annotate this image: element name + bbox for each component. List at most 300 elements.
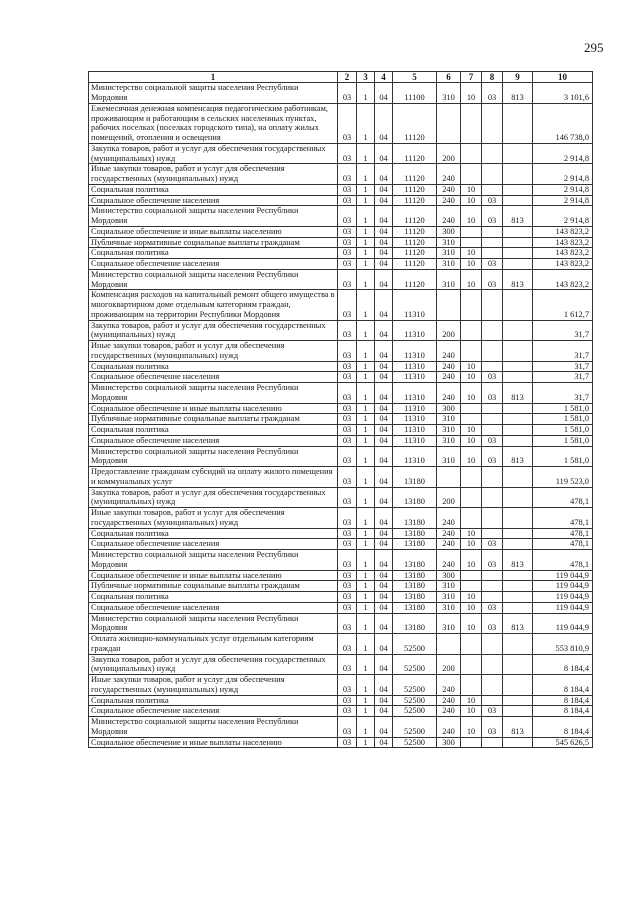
- code-cell: 200: [437, 654, 461, 675]
- code-cell: 813: [503, 269, 533, 290]
- code-cell: 300: [437, 226, 461, 237]
- code-cell: 04: [375, 226, 393, 237]
- row-name-cell: Социальная политика: [89, 528, 338, 539]
- code-cell: 240: [437, 508, 461, 529]
- code-cell: [482, 164, 503, 185]
- code-cell: [437, 634, 461, 655]
- amount-cell: 478,1: [533, 539, 593, 550]
- amount-cell: 1 581,0: [533, 435, 593, 446]
- code-cell: 04: [375, 487, 393, 508]
- table-row: [89, 259, 593, 270]
- code-cell: [482, 675, 503, 696]
- amount-cell: 553 810,9: [533, 634, 593, 655]
- code-cell: 1: [357, 467, 375, 488]
- code-cell: 03: [338, 528, 357, 539]
- row-name-cell: Социальное обеспечение и иные выплаты населению: [89, 403, 338, 414]
- code-cell: [461, 341, 482, 362]
- code-cell: [482, 403, 503, 414]
- code-cell: 310: [437, 613, 461, 634]
- row-name-cell: Предоставление гражданам субсидий на оплату жилого помещения и коммунальных услуг: [89, 467, 338, 488]
- amount-cell: 1 581,0: [533, 446, 593, 467]
- code-cell: 240: [437, 706, 461, 717]
- code-cell: 10: [461, 269, 482, 290]
- code-cell: [503, 320, 533, 341]
- code-cell: [482, 226, 503, 237]
- code-cell: 04: [375, 528, 393, 539]
- column-header: 1: [89, 72, 338, 83]
- code-cell: 04: [375, 341, 393, 362]
- code-cell: [503, 143, 533, 164]
- table-row: [89, 248, 593, 259]
- code-cell: 03: [482, 259, 503, 270]
- code-cell: 03: [338, 403, 357, 414]
- code-cell: 03: [338, 226, 357, 237]
- table-row: [89, 143, 593, 164]
- code-cell: 11310: [393, 414, 437, 425]
- code-cell: 1: [357, 143, 375, 164]
- code-cell: 1: [357, 195, 375, 206]
- table-row: [89, 184, 593, 195]
- table-row: [89, 446, 593, 467]
- code-cell: 13180: [393, 592, 437, 603]
- code-cell: [461, 320, 482, 341]
- code-cell: 13180: [393, 581, 437, 592]
- code-cell: 13180: [393, 467, 437, 488]
- code-cell: [503, 372, 533, 383]
- amount-cell: 119 044,9: [533, 581, 593, 592]
- code-cell: [437, 290, 461, 320]
- code-cell: 200: [437, 320, 461, 341]
- code-cell: 03: [338, 269, 357, 290]
- code-cell: 11310: [393, 446, 437, 467]
- code-cell: 04: [375, 143, 393, 164]
- column-header: 5: [393, 72, 437, 83]
- table-row: [89, 341, 593, 362]
- amount-cell: 8 184,4: [533, 675, 593, 696]
- table-row: [89, 195, 593, 206]
- code-cell: 1: [357, 425, 375, 436]
- table-row: [89, 164, 593, 185]
- row-name-cell: Министерство социальной защиты населения Республики Мордовия: [89, 550, 338, 571]
- table-row: [89, 634, 593, 655]
- amount-cell: 31,7: [533, 341, 593, 362]
- code-cell: 240: [437, 372, 461, 383]
- code-cell: [503, 341, 533, 362]
- code-cell: [461, 290, 482, 320]
- code-cell: 240: [437, 164, 461, 185]
- code-cell: 04: [375, 425, 393, 436]
- code-cell: 310: [437, 237, 461, 248]
- code-cell: 03: [338, 737, 357, 748]
- amount-cell: 143 823,2: [533, 237, 593, 248]
- row-name-cell: Социальная политика: [89, 361, 338, 372]
- amount-cell: 119 044,9: [533, 613, 593, 634]
- code-cell: 04: [375, 164, 393, 185]
- code-cell: 1: [357, 259, 375, 270]
- code-cell: 11310: [393, 403, 437, 414]
- code-cell: [503, 487, 533, 508]
- code-cell: [482, 528, 503, 539]
- code-cell: 1: [357, 654, 375, 675]
- amount-cell: 8 184,4: [533, 695, 593, 706]
- table-body: [89, 83, 593, 748]
- code-cell: [461, 675, 482, 696]
- code-cell: 13180: [393, 602, 437, 613]
- code-cell: 1: [357, 164, 375, 185]
- code-cell: 1: [357, 290, 375, 320]
- code-cell: 1: [357, 83, 375, 104]
- code-cell: 240: [437, 383, 461, 404]
- code-cell: 10: [461, 592, 482, 603]
- code-cell: 11120: [393, 195, 437, 206]
- code-cell: 10: [461, 613, 482, 634]
- code-cell: [482, 570, 503, 581]
- code-cell: 310: [437, 581, 461, 592]
- code-cell: [503, 654, 533, 675]
- row-name-cell: Иные закупки товаров, работ и услуг для обеспечения государственных (муниципальных) нужд: [89, 164, 338, 185]
- code-cell: 03: [338, 83, 357, 104]
- code-cell: [482, 361, 503, 372]
- code-cell: 813: [503, 446, 533, 467]
- code-cell: 04: [375, 634, 393, 655]
- code-cell: [503, 248, 533, 259]
- table-row: [89, 290, 593, 320]
- code-cell: 240: [437, 206, 461, 227]
- row-name-cell: Иные закупки товаров, работ и услуг для обеспечения государственных (муниципальных) нужд: [89, 508, 338, 529]
- code-cell: 1: [357, 248, 375, 259]
- code-cell: 11120: [393, 164, 437, 185]
- amount-cell: 31,7: [533, 361, 593, 372]
- row-name-cell: Оплата жилищно-коммунальных услуг отдельным категориям граждан: [89, 634, 338, 655]
- code-cell: 03: [482, 206, 503, 227]
- code-cell: 03: [338, 259, 357, 270]
- code-cell: [503, 414, 533, 425]
- code-cell: 04: [375, 539, 393, 550]
- code-cell: 240: [437, 341, 461, 362]
- code-cell: 04: [375, 259, 393, 270]
- row-name-cell: Социальная политика: [89, 425, 338, 436]
- code-cell: 04: [375, 320, 393, 341]
- code-cell: 03: [338, 539, 357, 550]
- code-cell: 1: [357, 269, 375, 290]
- code-cell: 813: [503, 550, 533, 571]
- table-row: [89, 508, 593, 529]
- table-row: [89, 695, 593, 706]
- code-cell: 310: [437, 592, 461, 603]
- row-name-cell: Закупка товаров, работ и услуг для обеспечения государственных (муниципальных) нужд: [89, 320, 338, 341]
- code-cell: 1: [357, 695, 375, 706]
- code-cell: [482, 425, 503, 436]
- code-cell: 04: [375, 592, 393, 603]
- code-cell: 03: [482, 83, 503, 104]
- column-header: 2: [338, 72, 357, 83]
- code-cell: 04: [375, 717, 393, 738]
- code-cell: [482, 695, 503, 706]
- code-cell: 1: [357, 675, 375, 696]
- code-cell: [503, 403, 533, 414]
- page-number: 295: [584, 40, 604, 55]
- code-cell: 03: [338, 290, 357, 320]
- amount-cell: 119 044,9: [533, 592, 593, 603]
- code-cell: [503, 435, 533, 446]
- amount-cell: 8 184,4: [533, 717, 593, 738]
- code-cell: 04: [375, 206, 393, 227]
- row-name-cell: Иные закупки товаров, работ и услуг для обеспечения государственных (муниципальных) нужд: [89, 675, 338, 696]
- table-row: [89, 654, 593, 675]
- row-name-cell: Социальная политика: [89, 695, 338, 706]
- code-cell: 04: [375, 195, 393, 206]
- code-cell: [482, 634, 503, 655]
- code-cell: 813: [503, 613, 533, 634]
- code-cell: 10: [461, 528, 482, 539]
- code-cell: 1: [357, 237, 375, 248]
- code-cell: 10: [461, 206, 482, 227]
- code-cell: 04: [375, 706, 393, 717]
- row-name-cell: Социальное обеспечение населения: [89, 435, 338, 446]
- code-cell: 300: [437, 403, 461, 414]
- code-cell: [503, 103, 533, 143]
- code-cell: [503, 164, 533, 185]
- code-cell: 03: [338, 361, 357, 372]
- row-name-cell: Министерство социальной защиты населения Республики Мордовия: [89, 383, 338, 404]
- code-cell: 813: [503, 383, 533, 404]
- code-cell: 03: [338, 320, 357, 341]
- code-cell: 11120: [393, 103, 437, 143]
- code-cell: 03: [338, 237, 357, 248]
- code-cell: 04: [375, 184, 393, 195]
- code-cell: [461, 103, 482, 143]
- code-cell: 04: [375, 248, 393, 259]
- code-cell: [482, 320, 503, 341]
- code-cell: 1: [357, 737, 375, 748]
- code-cell: [482, 290, 503, 320]
- code-cell: 10: [461, 361, 482, 372]
- amount-cell: 8 184,4: [533, 706, 593, 717]
- code-cell: 1: [357, 706, 375, 717]
- table-row: [89, 269, 593, 290]
- row-name-cell: Социальное обеспечение и иные выплаты населению: [89, 226, 338, 237]
- code-cell: 10: [461, 184, 482, 195]
- code-cell: 11120: [393, 237, 437, 248]
- code-cell: 1: [357, 226, 375, 237]
- row-name-cell: Закупка товаров, работ и услуг для обеспечения государственных (муниципальных) нужд: [89, 487, 338, 508]
- code-cell: 813: [503, 717, 533, 738]
- code-cell: 11120: [393, 143, 437, 164]
- code-cell: 03: [338, 487, 357, 508]
- table-row: [89, 706, 593, 717]
- column-header: 3: [357, 72, 375, 83]
- code-cell: [437, 467, 461, 488]
- code-cell: 52500: [393, 634, 437, 655]
- code-cell: 04: [375, 550, 393, 571]
- row-name-cell: Социальное обеспечение населения: [89, 195, 338, 206]
- code-cell: 13180: [393, 613, 437, 634]
- code-cell: 1: [357, 717, 375, 738]
- table-row: [89, 550, 593, 571]
- code-cell: 03: [338, 164, 357, 185]
- code-cell: 10: [461, 602, 482, 613]
- code-cell: [503, 361, 533, 372]
- table-row: [89, 361, 593, 372]
- amount-cell: 143 823,2: [533, 248, 593, 259]
- code-cell: [503, 467, 533, 488]
- code-cell: 1: [357, 403, 375, 414]
- code-cell: [461, 467, 482, 488]
- code-cell: 04: [375, 467, 393, 488]
- code-cell: 310: [437, 269, 461, 290]
- row-name-cell: Социальное обеспечение населения: [89, 539, 338, 550]
- amount-cell: 2 914,8: [533, 195, 593, 206]
- row-name-cell: Министерство социальной защиты населения Республики Мордовия: [89, 83, 338, 104]
- code-cell: 240: [437, 361, 461, 372]
- code-cell: 03: [338, 675, 357, 696]
- amount-cell: 2 914,8: [533, 143, 593, 164]
- row-name-cell: Публичные нормативные социальные выплаты гражданам: [89, 414, 338, 425]
- code-cell: 52500: [393, 706, 437, 717]
- code-cell: [461, 164, 482, 185]
- code-cell: 03: [482, 435, 503, 446]
- code-cell: 240: [437, 195, 461, 206]
- code-cell: [503, 259, 533, 270]
- row-name-cell: Социальное обеспечение населения: [89, 706, 338, 717]
- code-cell: 04: [375, 103, 393, 143]
- code-cell: [461, 508, 482, 529]
- table-row: [89, 372, 593, 383]
- code-cell: 03: [338, 372, 357, 383]
- code-cell: 03: [482, 550, 503, 571]
- code-cell: [503, 226, 533, 237]
- code-cell: 1: [357, 320, 375, 341]
- table-row: [89, 414, 593, 425]
- code-cell: [503, 706, 533, 717]
- code-cell: 200: [437, 143, 461, 164]
- table-row: [89, 737, 593, 748]
- amount-cell: 31,7: [533, 383, 593, 404]
- code-cell: 1: [357, 550, 375, 571]
- code-cell: [503, 581, 533, 592]
- code-cell: 03: [338, 383, 357, 404]
- code-cell: 03: [338, 634, 357, 655]
- amount-cell: 143 823,2: [533, 259, 593, 270]
- code-cell: 13180: [393, 487, 437, 508]
- table-row: [89, 717, 593, 738]
- code-cell: 52500: [393, 737, 437, 748]
- row-name-cell: Министерство социальной защиты населения Республики Мордовия: [89, 717, 338, 738]
- amount-cell: 1 581,0: [533, 425, 593, 436]
- code-cell: 240: [437, 717, 461, 738]
- code-cell: 03: [338, 581, 357, 592]
- code-cell: 52500: [393, 654, 437, 675]
- code-cell: [503, 195, 533, 206]
- code-cell: 04: [375, 269, 393, 290]
- table-row: [89, 226, 593, 237]
- code-cell: [461, 487, 482, 508]
- code-cell: [482, 487, 503, 508]
- amount-cell: 143 823,2: [533, 226, 593, 237]
- code-cell: 03: [338, 103, 357, 143]
- code-cell: [482, 467, 503, 488]
- row-name-cell: Социальная политика: [89, 184, 338, 195]
- code-cell: 03: [338, 425, 357, 436]
- code-cell: 03: [338, 592, 357, 603]
- table-row: [89, 467, 593, 488]
- code-cell: 813: [503, 83, 533, 104]
- code-cell: 11120: [393, 259, 437, 270]
- row-name-cell: Ежемесячная денежная компенсация педагогическим работникам, проживающим и работающим в сельских населенных пунктах, рабочих поселках (поселках городского типа), на оплату жилых помещений, отопления и освещения: [89, 103, 338, 143]
- code-cell: 04: [375, 361, 393, 372]
- code-cell: 03: [338, 341, 357, 362]
- code-cell: 11310: [393, 361, 437, 372]
- code-cell: 03: [338, 613, 357, 634]
- code-cell: 03: [338, 508, 357, 529]
- code-cell: 10: [461, 550, 482, 571]
- code-cell: [482, 414, 503, 425]
- code-cell: [482, 237, 503, 248]
- code-cell: 10: [461, 446, 482, 467]
- code-cell: 310: [437, 259, 461, 270]
- code-cell: 10: [461, 383, 482, 404]
- code-cell: 03: [482, 706, 503, 717]
- code-cell: 1: [357, 508, 375, 529]
- amount-cell: 119 044,9: [533, 570, 593, 581]
- code-cell: 03: [338, 654, 357, 675]
- code-cell: 240: [437, 695, 461, 706]
- code-cell: [437, 103, 461, 143]
- code-cell: [482, 581, 503, 592]
- table-row: [89, 581, 593, 592]
- code-cell: [503, 237, 533, 248]
- code-cell: 03: [482, 717, 503, 738]
- code-cell: 1: [357, 634, 375, 655]
- amount-cell: 119 044,9: [533, 602, 593, 613]
- column-header: 9: [503, 72, 533, 83]
- code-cell: 10: [461, 195, 482, 206]
- code-cell: 03: [338, 184, 357, 195]
- amount-cell: 143 823,2: [533, 269, 593, 290]
- code-cell: 11100: [393, 83, 437, 104]
- code-cell: 52500: [393, 695, 437, 706]
- code-cell: 04: [375, 435, 393, 446]
- code-cell: 04: [375, 613, 393, 634]
- code-cell: 300: [437, 570, 461, 581]
- code-cell: 03: [482, 539, 503, 550]
- amount-cell: 478,1: [533, 528, 593, 539]
- code-cell: 1: [357, 372, 375, 383]
- row-name-cell: Социальное обеспечение населения: [89, 602, 338, 613]
- code-cell: 10: [461, 425, 482, 436]
- code-cell: 04: [375, 675, 393, 696]
- amount-cell: 31,7: [533, 372, 593, 383]
- row-name-cell: Социальная политика: [89, 592, 338, 603]
- code-cell: 11310: [393, 320, 437, 341]
- row-name-cell: Публичные нормативные социальные выплаты гражданам: [89, 237, 338, 248]
- code-cell: 1: [357, 435, 375, 446]
- column-header: 10: [533, 72, 593, 83]
- code-cell: 1: [357, 487, 375, 508]
- code-cell: 03: [338, 570, 357, 581]
- row-name-cell: Социальное обеспечение населения: [89, 259, 338, 270]
- code-cell: 310: [437, 602, 461, 613]
- row-name-cell: Социальное обеспечение и иные выплаты населению: [89, 737, 338, 748]
- code-cell: 11120: [393, 184, 437, 195]
- table-row: [89, 320, 593, 341]
- code-cell: 310: [437, 414, 461, 425]
- code-cell: 11310: [393, 341, 437, 362]
- code-cell: 03: [338, 446, 357, 467]
- code-cell: 10: [461, 717, 482, 738]
- code-cell: 04: [375, 695, 393, 706]
- code-cell: 10: [461, 259, 482, 270]
